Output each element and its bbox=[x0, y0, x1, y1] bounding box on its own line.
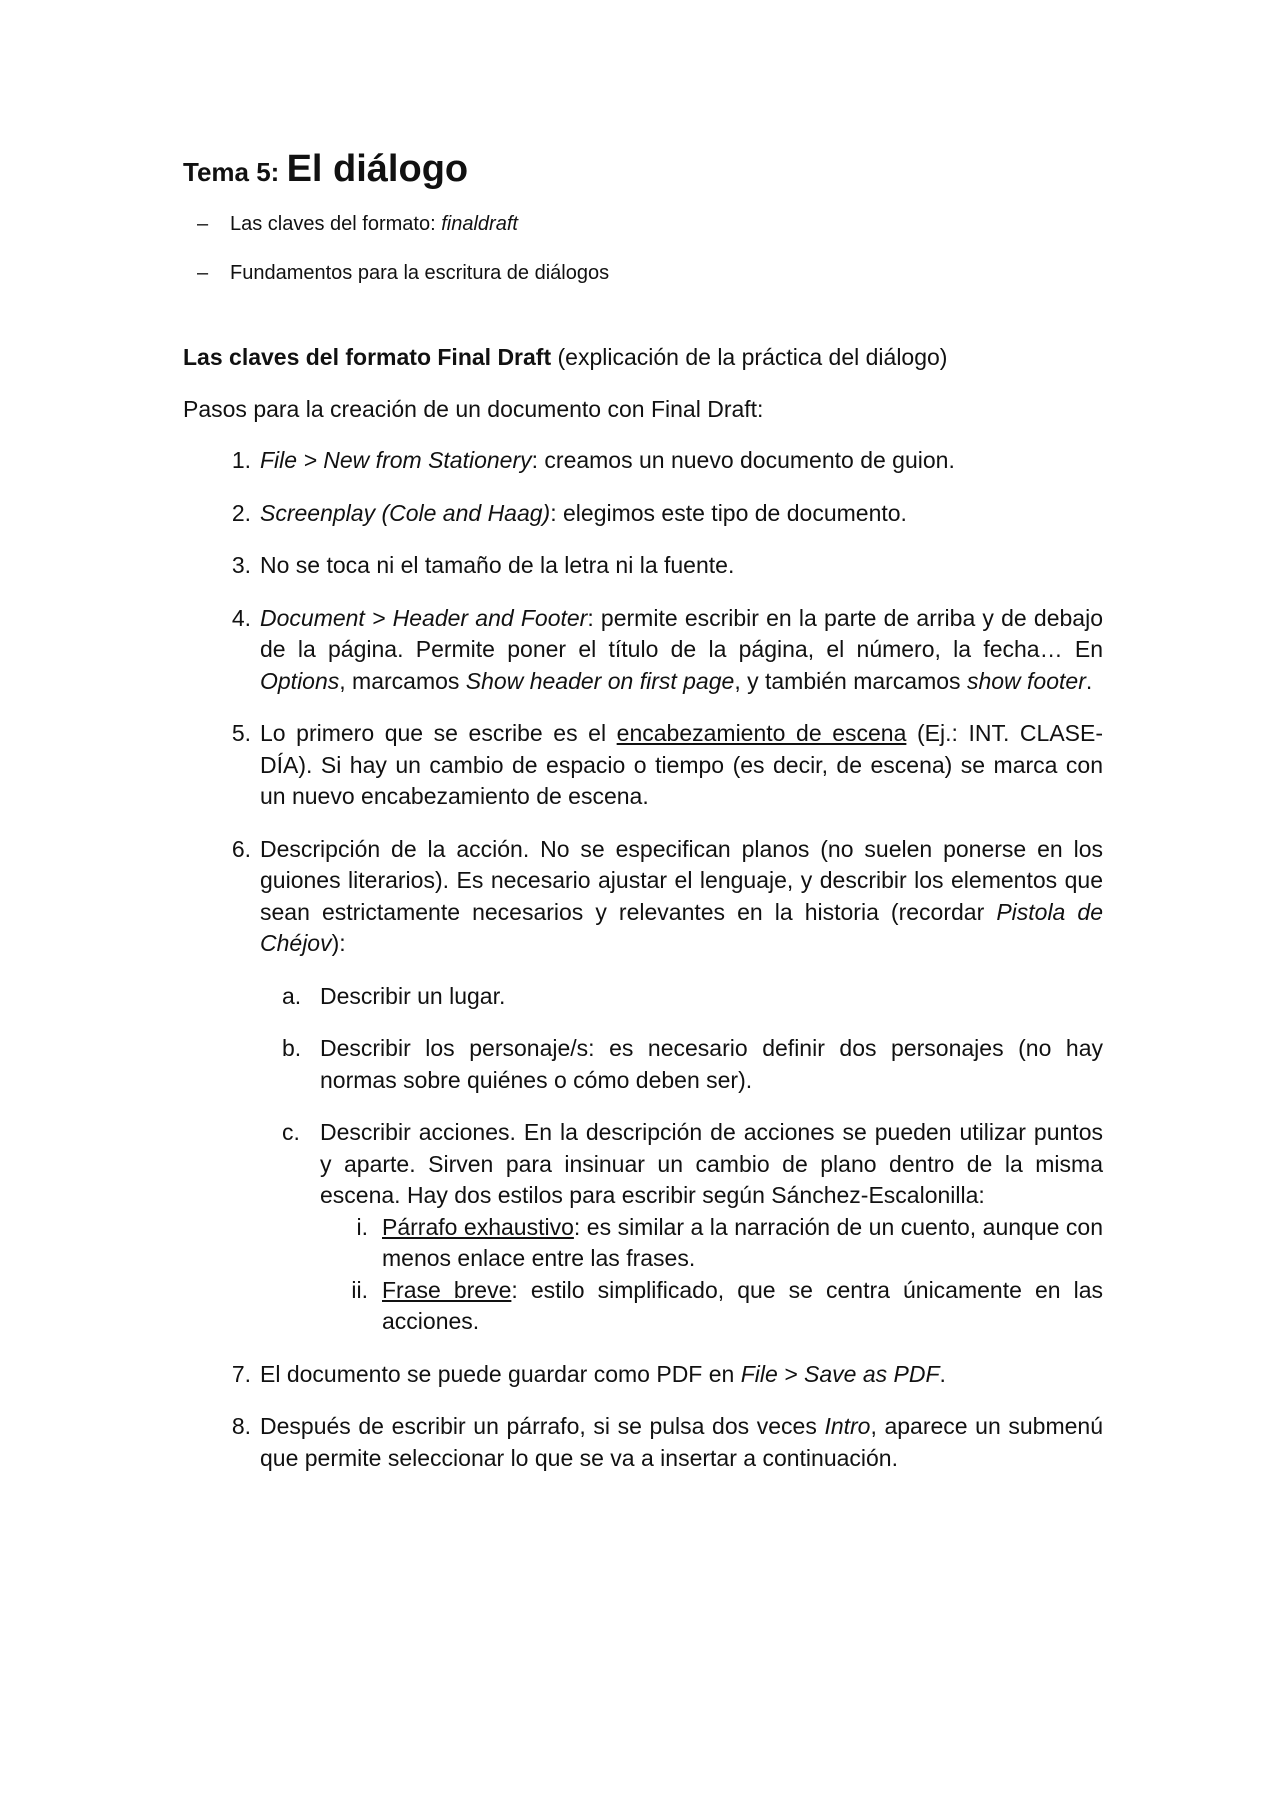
title-main: El diálogo bbox=[286, 148, 469, 190]
substep-letter: c. bbox=[282, 1119, 300, 1145]
topic-item: – Las claves del formato: finaldraft bbox=[197, 213, 518, 235]
substep-letter: a. bbox=[282, 982, 302, 1009]
substeps-list bbox=[260, 981, 1103, 1338]
step-number: 3. bbox=[231, 552, 251, 578]
step-item: 5. Lo primero que se escribe es el encabezamiento de escena (Ej.: INT. CLASE-DÍA). Si hay un cambio de espacio o tiempo (es decir, de escena) se marca con un nuevo encabezamiento de escena. bbox=[183, 718, 1103, 813]
roman-item: i. Párrafo exhaustivo: es similar a la narración de un cuento, aunque con menos enlace entre las frases. bbox=[320, 1212, 1103, 1275]
dash-bullet-icon: – bbox=[197, 262, 209, 284]
step-item: 6. Descripción de la acción. No se especifican planos (no suelen ponerse en los guiones literarios). Es necesario ajustar el lenguaje, y describir los elementos que sean estrictamente necesarios y relevantes en la historia (recordar Pistola de Chéjov): a. Describir un lugar. b. Describir los personaje/s: es necesario definir dos personajes (no hay normas sobre quiénes o cómo deben ser). c. Describir acciones. En la descripción de acciones se pueden utilizar puntos y aparte. Sirven para insinuar un cambio de plano dentro de la misma escena. Hay dos estilos para escribir según Sánchez-Escalonilla: i. Párrafo exhaustivo: es similar a la narración de un cuento, aunque con menos enlace entre las frases. ii. Frase breve: estilo simplificado, que se centra únicamente en las acciones. bbox=[183, 834, 1103, 1338]
dash-bullet-icon: – bbox=[197, 213, 209, 235]
topic-item: – Fundamentos para la escritura de diálogos bbox=[197, 262, 610, 284]
page-title bbox=[183, 150, 1103, 196]
step-item: 8. Después de escribir un párrafo, si se pulsa dos veces Intro, aparece un submenú que permite seleccionar lo que se va a insertar a continuación. bbox=[183, 1411, 1103, 1474]
roman-list bbox=[320, 1212, 1103, 1338]
roman-number: i. bbox=[356, 1213, 368, 1240]
step-number: 4. bbox=[231, 604, 251, 631]
step-number: 7. bbox=[231, 1360, 251, 1387]
roman-item: ii. Frase breve: estilo simplificado, que se centra únicamente en las acciones. bbox=[320, 1275, 1103, 1338]
substep-item: b. Describir los personaje/s: es necesario definir dos personajes (no hay normas sobre quiénes o cómo deben ser). bbox=[282, 1035, 1103, 1093]
title-lead: Tema 5: bbox=[183, 157, 287, 187]
step-number: 1. bbox=[231, 447, 251, 473]
step-number: 5. bbox=[231, 720, 251, 746]
topic-list bbox=[183, 212, 1103, 285]
steps-list bbox=[183, 445, 1103, 1474]
step-item: 4. Document > Header and Footer: permite escribir en la parte de arriba y de debajo de la página. Permite poner el título de la página, el número, la fecha… En Options, marcamos Show header on first page, y también marcamos show footer. bbox=[183, 603, 1103, 698]
document-content bbox=[183, 150, 1103, 1495]
step-item: 3. No se toca ni el tamaño de la letra ni la fuente. bbox=[183, 550, 1103, 582]
section-heading: Las claves del formato Final Draft (explicación de la práctica del diálogo) bbox=[183, 344, 948, 370]
step-item: 2. Screenplay (Cole and Haag): elegimos este tipo de documento. bbox=[183, 498, 1103, 530]
roman-number: ii. bbox=[351, 1276, 368, 1303]
step-item: 7. El documento se puede guardar como PDF en File > Save as PDF. bbox=[183, 1359, 1103, 1391]
substep-item: c. Describir acciones. En la descripción de acciones se pueden utilizar puntos y aparte. Sirven para insinuar un cambio de plano dentro de la misma escena. Hay dos estilos para escribir según Sánchez-Escalonilla: i. Párrafo exhaustivo: es similar a la narración de un cuento, aunque con menos enlace entre las frases. ii. Frase breve: estilo simplificado, que se centra únicamente en las acciones. bbox=[260, 1117, 1103, 1338]
step-number: 8. bbox=[231, 1413, 251, 1439]
step-item: 1. File > New from Stationery: creamos un nuevo documento de guion. bbox=[183, 445, 1103, 477]
section-intro: Pasos para la creación de un documento con Final Draft: bbox=[183, 396, 764, 422]
step-number: 2. bbox=[231, 499, 251, 526]
substep-item: a. Describir un lugar. bbox=[260, 981, 1103, 1013]
substep-letter: b. bbox=[282, 1035, 302, 1061]
step-number: 6. bbox=[231, 835, 251, 862]
